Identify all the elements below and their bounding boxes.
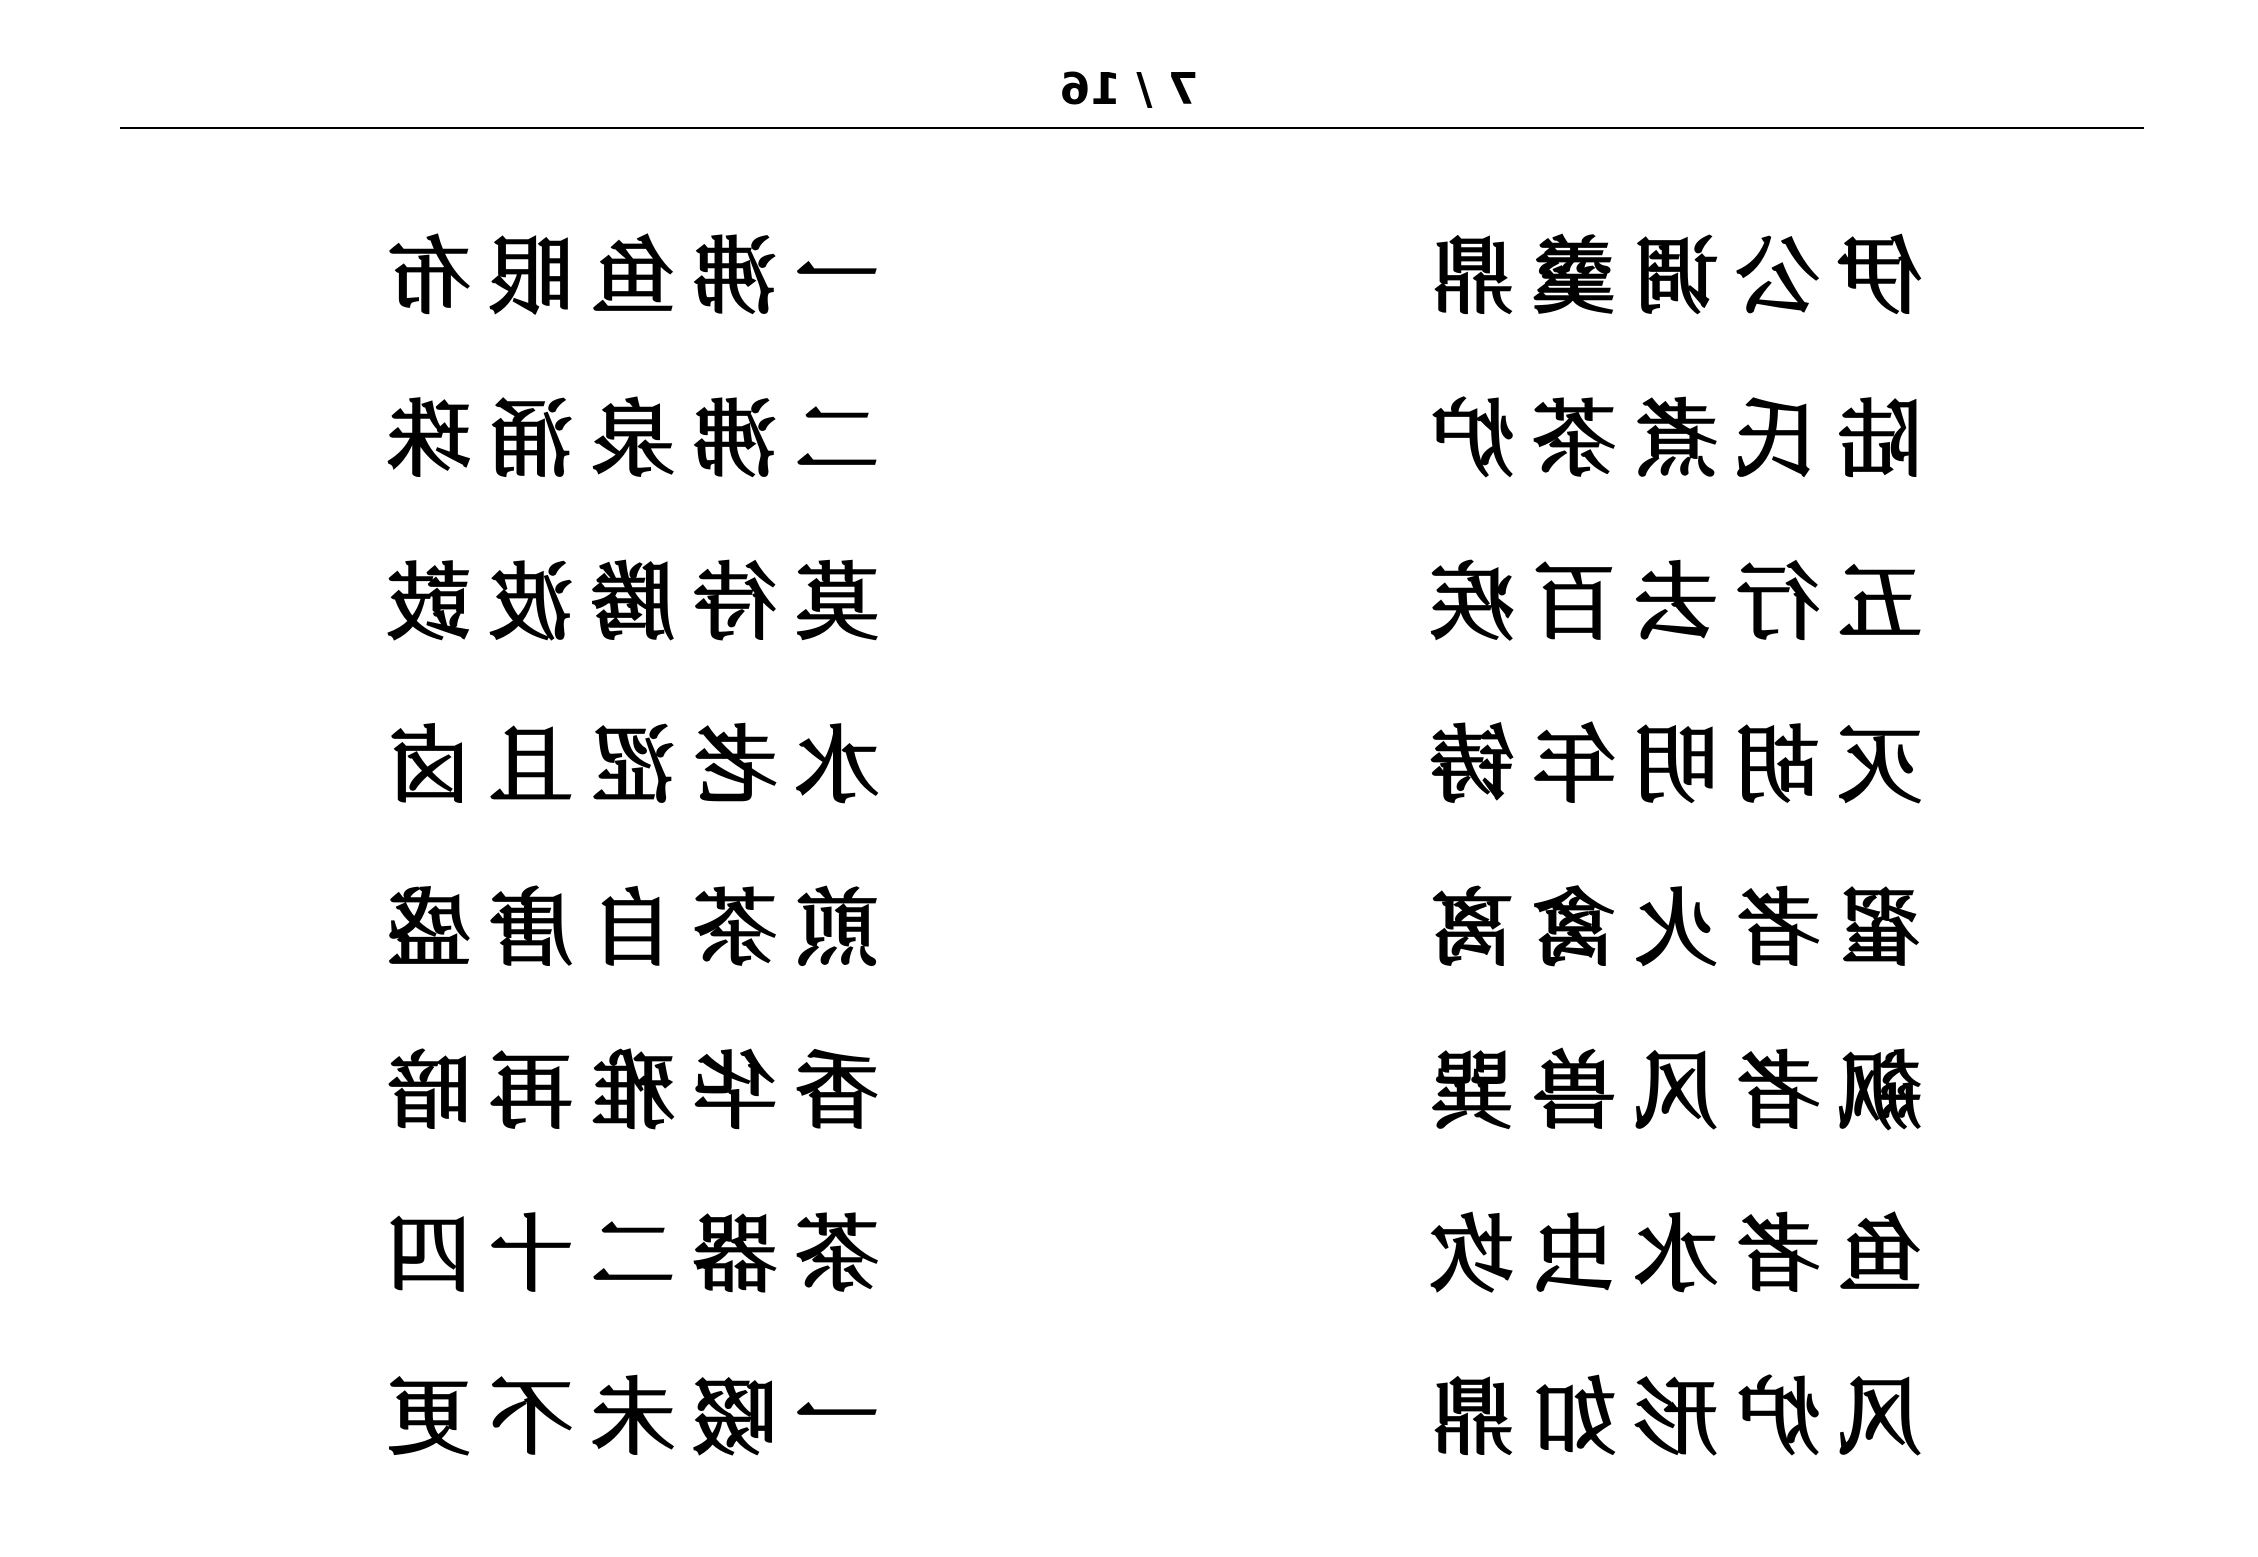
verse-text: 香华雅再暗 bbox=[368, 1041, 879, 1141]
verse-text: 五行去百疾 bbox=[1411, 552, 1922, 652]
verse-line bbox=[1367, 684, 1967, 847]
verse-text: 一沸鱼眼布 bbox=[368, 226, 879, 326]
verse-text: 水老涩且卤 bbox=[368, 715, 879, 815]
verse-line bbox=[324, 1173, 924, 1336]
verse-line bbox=[324, 521, 924, 684]
verse-line bbox=[1367, 521, 1967, 684]
verse-line bbox=[324, 358, 924, 521]
header-rule bbox=[120, 127, 2144, 129]
verse-text: 翟者火禽离 bbox=[1411, 878, 1922, 978]
verse-text: 鱼者水虫坎 bbox=[1411, 1204, 1922, 1304]
verse-line bbox=[1367, 195, 1967, 358]
verse-line bbox=[1367, 358, 1967, 521]
verse-line bbox=[1367, 1173, 1967, 1336]
verse-text: 飙者风兽巽 bbox=[1411, 1041, 1922, 1141]
verse-text: 煎茶自唐盛 bbox=[368, 878, 879, 978]
verse-line bbox=[324, 684, 924, 847]
poem-column-left bbox=[324, 195, 924, 1499]
verse-text: 伊公调羹鼎 bbox=[1411, 226, 1922, 326]
verse-text: 灭胡明年铸 bbox=[1411, 715, 1922, 815]
page-number: 7 / 16 bbox=[1059, 64, 1199, 115]
verse-text: 茶器二十四 bbox=[368, 1204, 879, 1304]
verse-text: 一啜未不更 bbox=[368, 1367, 879, 1467]
verse-line bbox=[324, 847, 924, 1010]
verse-line bbox=[324, 1336, 924, 1499]
verse-line bbox=[324, 1010, 924, 1173]
verse-line bbox=[324, 195, 924, 358]
verse-line bbox=[1367, 1010, 1967, 1173]
poem-column-right bbox=[1367, 195, 1967, 1499]
verse-text: 陆氏煮茶炉 bbox=[1411, 389, 1922, 489]
verse-line bbox=[1367, 1336, 1967, 1499]
verse-text: 莫待腾波鼓 bbox=[368, 552, 879, 652]
verse-text: 二沸泉涌珠 bbox=[368, 389, 879, 489]
verse-line bbox=[1367, 847, 1967, 1010]
verse-text: 风炉形如鼎 bbox=[1411, 1367, 1922, 1467]
